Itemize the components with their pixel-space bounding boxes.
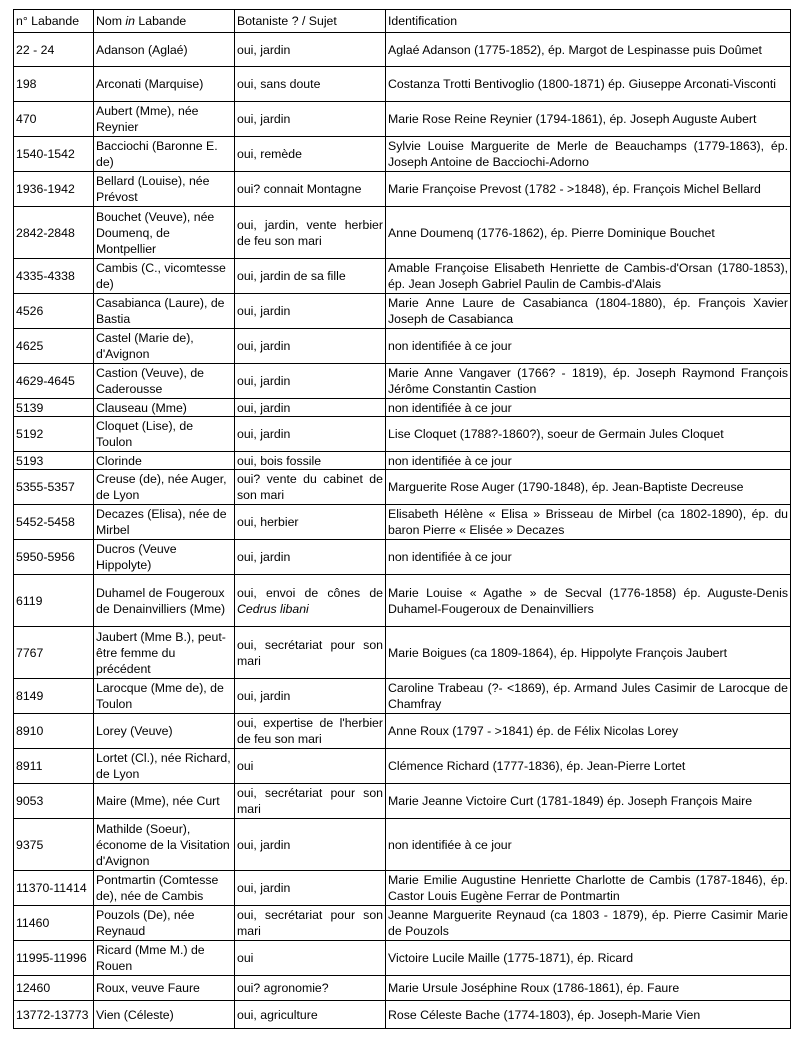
cell-identification: Aglaé Adanson (1775-1852), ép. Margot de Lespinasse puis Doûmet — [386, 33, 791, 67]
cell-sujet: oui, jardin — [235, 33, 386, 67]
cell-num: 4335-4338 — [14, 259, 94, 294]
table-row — [14, 137, 791, 172]
table-row — [14, 505, 791, 540]
cell-identification: Elisabeth Hélène « Elisa » Brisseau de Mirbel (ca 1802-1890), ép. du baron Pierre « Elisée » Decazes — [386, 505, 791, 540]
table-row — [14, 976, 791, 1001]
cell-nom: Maire (Mme), née Curt — [94, 784, 235, 819]
cell-num: 7767 — [14, 627, 94, 679]
cell-num: 9375 — [14, 819, 94, 871]
cell-identification: Marie Rose Reine Reynier (1794-1861), ép. Joseph Auguste Aubert — [386, 102, 791, 137]
cell-sujet: oui, jardin de sa fille — [235, 259, 386, 294]
cell-sujet — [235, 575, 386, 627]
cell-identification: non identifiée à ce jour — [386, 329, 791, 364]
cell-sujet: oui, jardin — [235, 329, 386, 364]
cell-nom: Creuse (de), née Auger, de Lyon — [94, 470, 235, 505]
cell-identification: Marie Louise « Agathe » de Secval (1776-1858) ép. Auguste-Denis Duhamel-Fougeroux de Denainvilliers — [386, 575, 791, 627]
cell-identification: Lise Cloquet (1788?-1860?), soeur de Germain Jules Cloquet — [386, 417, 791, 452]
cell-num: 13772-13773 — [14, 1001, 94, 1029]
cell-identification: Marie Anne Laure de Casabianca (1804-1880), ép. François Xavier Joseph de Casabianca — [386, 294, 791, 329]
cell-nom: Jaubert (Mme B.), peut-être femme du précédent — [94, 627, 235, 679]
cell-identification: Costanza Trotti Bentivoglio (1800-1871) ép. Giuseppe Arconati-Visconti — [386, 67, 791, 102]
cell-identification: non identifiée à ce jour — [386, 540, 791, 575]
cell-nom: Ricard (Mme M.) de Rouen — [94, 941, 235, 976]
cell-identification: Caroline Trabeau (?- <1869), ép. Armand Jules Casimir de Larocque de Chamfray — [386, 679, 791, 714]
cell-identification: non identifiée à ce jour — [386, 399, 791, 417]
cell-num: 8910 — [14, 714, 94, 749]
cell-num: 5452-5458 — [14, 505, 94, 540]
cell-nom: Aubert (Mme), née Reynier — [94, 102, 235, 137]
cell-nom: Cambis (C., vicomtesse de) — [94, 259, 235, 294]
cell-sujet: oui, secrétariat pour son mari — [235, 627, 386, 679]
cell-identification: Amable Françoise Elisabeth Henriette de Cambis-d'Orsan (1780-1853), ép. Jean Joseph Gabriel Paulin de Cambis-d'Alais — [386, 259, 791, 294]
table-row — [14, 33, 791, 67]
cell-sujet: oui? connait Montagne — [235, 172, 386, 207]
cell-identification: Anne Roux (1797 - >1841) ép. de Félix Nicolas Lorey — [386, 714, 791, 749]
table-row — [14, 627, 791, 679]
table-row — [14, 67, 791, 102]
cell-sujet: oui, secrétariat pour son mari — [235, 906, 386, 941]
table-row — [14, 906, 791, 941]
table-row — [14, 941, 791, 976]
cell-num: 2842-2848 — [14, 207, 94, 259]
cell-sujet: oui, jardin — [235, 417, 386, 452]
cell-num: 11370-11414 — [14, 871, 94, 906]
cell-sujet: oui, agriculture — [235, 1001, 386, 1029]
cell-sujet: oui — [235, 749, 386, 784]
cell-nom: Clorinde — [94, 452, 235, 470]
table-row — [14, 1001, 791, 1029]
cell-num: 5193 — [14, 452, 94, 470]
cell-sujet: oui, jardin — [235, 102, 386, 137]
cell-sujet: oui? vente du cabinet de son mari — [235, 470, 386, 505]
cell-num: 4629-4645 — [14, 364, 94, 399]
header-nom-pre: Nom — [96, 14, 126, 28]
cell-nom: Duhamel de Fougeroux de Denainvilliers (Mme) — [94, 575, 235, 627]
cell-num: 1936-1942 — [14, 172, 94, 207]
cell-nom: Larocque (Mme de), de Toulon — [94, 679, 235, 714]
cell-num: 9053 — [14, 784, 94, 819]
cell-num: 470 — [14, 102, 94, 137]
table-row — [14, 294, 791, 329]
cell-nom: Mathilde (Soeur), économe de la Visitation d'Avignon — [94, 819, 235, 871]
cell-identification: Marie Emilie Augustine Henriette Charlotte de Cambis (1787-1846), ép. Castor Louis Eugène Ferrar de Pontmartin — [386, 871, 791, 906]
cell-num: 11460 — [14, 906, 94, 941]
cell-sujet: oui, remède — [235, 137, 386, 172]
table-row — [14, 679, 791, 714]
table-row — [14, 540, 791, 575]
table-row — [14, 819, 791, 871]
table-row — [14, 575, 791, 627]
cell-num: 8911 — [14, 749, 94, 784]
cell-identification: Marguerite Rose Auger (1790-1848), ép. Jean-Baptiste Decreuse — [386, 470, 791, 505]
cell-sujet: oui, sans doute — [235, 67, 386, 102]
cell-nom: Vien (Céleste) — [94, 1001, 235, 1029]
cell-num: 11995-11996 — [14, 941, 94, 976]
table-row — [14, 749, 791, 784]
table-row — [14, 102, 791, 137]
cell-nom: Castel (Marie de), d'Avignon — [94, 329, 235, 364]
table-row — [14, 329, 791, 364]
cell-sujet: oui, jardin — [235, 540, 386, 575]
table-row — [14, 784, 791, 819]
cell-identification: Marie Boigues (ca 1809-1864), ép. Hippolyte François Jaubert — [386, 627, 791, 679]
table-row — [14, 399, 791, 417]
cell-sujet: oui, expertise de l'herbier de feu son mari — [235, 714, 386, 749]
cell-identification: Clémence Richard (1777-1836), ép. Jean-Pierre Lortet — [386, 749, 791, 784]
cell-num: 5950-5956 — [14, 540, 94, 575]
table-row — [14, 871, 791, 906]
cell-nom: Bacciochi (Baronne E. de) — [94, 137, 235, 172]
cell-sujet: oui, jardin — [235, 679, 386, 714]
cell-identification: Victoire Lucile Maille (1775-1871), ép. Ricard — [386, 941, 791, 976]
table-row — [14, 172, 791, 207]
cell-nom: Ducros (Veuve Hippolyte) — [94, 540, 235, 575]
cell-sujet: oui, jardin — [235, 871, 386, 906]
cell-identification: Marie Ursule Joséphine Roux (1786-1861), ép. Faure — [386, 976, 791, 1001]
cell-identification: Marie Françoise Prevost (1782 - >1848), ép. François Michel Bellard — [386, 172, 791, 207]
cell-num: 8149 — [14, 679, 94, 714]
table-row — [14, 452, 791, 470]
cell-sujet: oui, jardin — [235, 364, 386, 399]
cell-num: 5355-5357 — [14, 470, 94, 505]
cell-sujet-text: oui, envoi de cônes de — [237, 585, 383, 600]
cell-sujet: oui — [235, 941, 386, 976]
header-nom-em: in — [125, 14, 135, 28]
table-row — [14, 417, 791, 452]
cell-num: 5192 — [14, 417, 94, 452]
cell-nom: Lorey (Veuve) — [94, 714, 235, 749]
cell-identification: Rose Céleste Bache (1774-1803), ép. Joseph-Marie Vien — [386, 1001, 791, 1029]
cell-nom: Pouzols (De), née Reynaud — [94, 906, 235, 941]
cell-identification: Marie Jeanne Victoire Curt (1781-1849) ép. Joseph François Maire — [386, 784, 791, 819]
cell-nom: Decazes (Elisa), née de Mirbel — [94, 505, 235, 540]
cell-nom: Roux, veuve Faure — [94, 976, 235, 1001]
cell-num: 1540-1542 — [14, 137, 94, 172]
table-row — [14, 714, 791, 749]
cell-nom: Bouchet (Veuve), née Doumenq, de Montpellier — [94, 207, 235, 259]
table-row — [14, 470, 791, 505]
cell-identification: Sylvie Louise Marguerite de Merle de Beauchamps (1779-1863), ép. Joseph Antoine de Bacciochi-Adorno — [386, 137, 791, 172]
cell-num: 12460 — [14, 976, 94, 1001]
table-row — [14, 207, 791, 259]
cell-nom: Castion (Veuve), de Caderousse — [94, 364, 235, 399]
cell-nom: Bellard (Louise), née Prévost — [94, 172, 235, 207]
cell-identification: Anne Doumenq (1776-1862), ép. Pierre Dominique Bouchet — [386, 207, 791, 259]
cell-identification: non identifiée à ce jour — [386, 819, 791, 871]
header-sujet: Botaniste ? / Sujet — [235, 10, 386, 33]
cell-sujet: oui, jardin — [235, 819, 386, 871]
header-num: n° Labande — [14, 10, 94, 33]
cell-sujet: oui, jardin, vente herbier de feu son mari — [235, 207, 386, 259]
cell-num: 4625 — [14, 329, 94, 364]
header-nom-post: Labande — [134, 14, 187, 28]
cell-num: 22 - 24 — [14, 33, 94, 67]
cell-sujet: oui, herbier — [235, 505, 386, 540]
cell-nom: Casabianca (Laure), de Bastia — [94, 294, 235, 329]
cell-identification: Marie Anne Vangaver (1766? - 1819), ép. Joseph Raymond François Jérôme Constantin Castion — [386, 364, 791, 399]
cell-sujet: oui, jardin — [235, 399, 386, 417]
cell-num: 198 — [14, 67, 94, 102]
cell-num: 5139 — [14, 399, 94, 417]
header-nom — [94, 10, 235, 33]
table-row — [14, 364, 791, 399]
cell-sujet-species: Cedrus libani — [237, 601, 309, 616]
header-row — [14, 10, 791, 33]
cell-nom: Lortet (Cl.), née Richard, de Lyon — [94, 749, 235, 784]
cell-sujet: oui, secrétariat pour son mari — [235, 784, 386, 819]
cell-sujet: oui? agronomie? — [235, 976, 386, 1001]
cell-nom: Cloquet (Lise), de Toulon — [94, 417, 235, 452]
cell-identification: non identifiée à ce jour — [386, 452, 791, 470]
header-identification: Identification — [386, 10, 791, 33]
cell-identification: Jeanne Marguerite Reynaud (ca 1803 - 1879), ép. Pierre Casimir Marie de Pouzols — [386, 906, 791, 941]
cell-sujet: oui, jardin — [235, 294, 386, 329]
cell-nom: Clauseau (Mme) — [94, 399, 235, 417]
cell-sujet: oui, bois fossile — [235, 452, 386, 470]
cell-nom: Arconati (Marquise) — [94, 67, 235, 102]
table-row — [14, 259, 791, 294]
cell-num: 4526 — [14, 294, 94, 329]
cell-nom: Pontmartin (Comtesse de), née de Cambis — [94, 871, 235, 906]
cell-nom: Adanson (Aglaé) — [94, 33, 235, 67]
labande-table — [13, 9, 791, 1029]
cell-num: 6119 — [14, 575, 94, 627]
